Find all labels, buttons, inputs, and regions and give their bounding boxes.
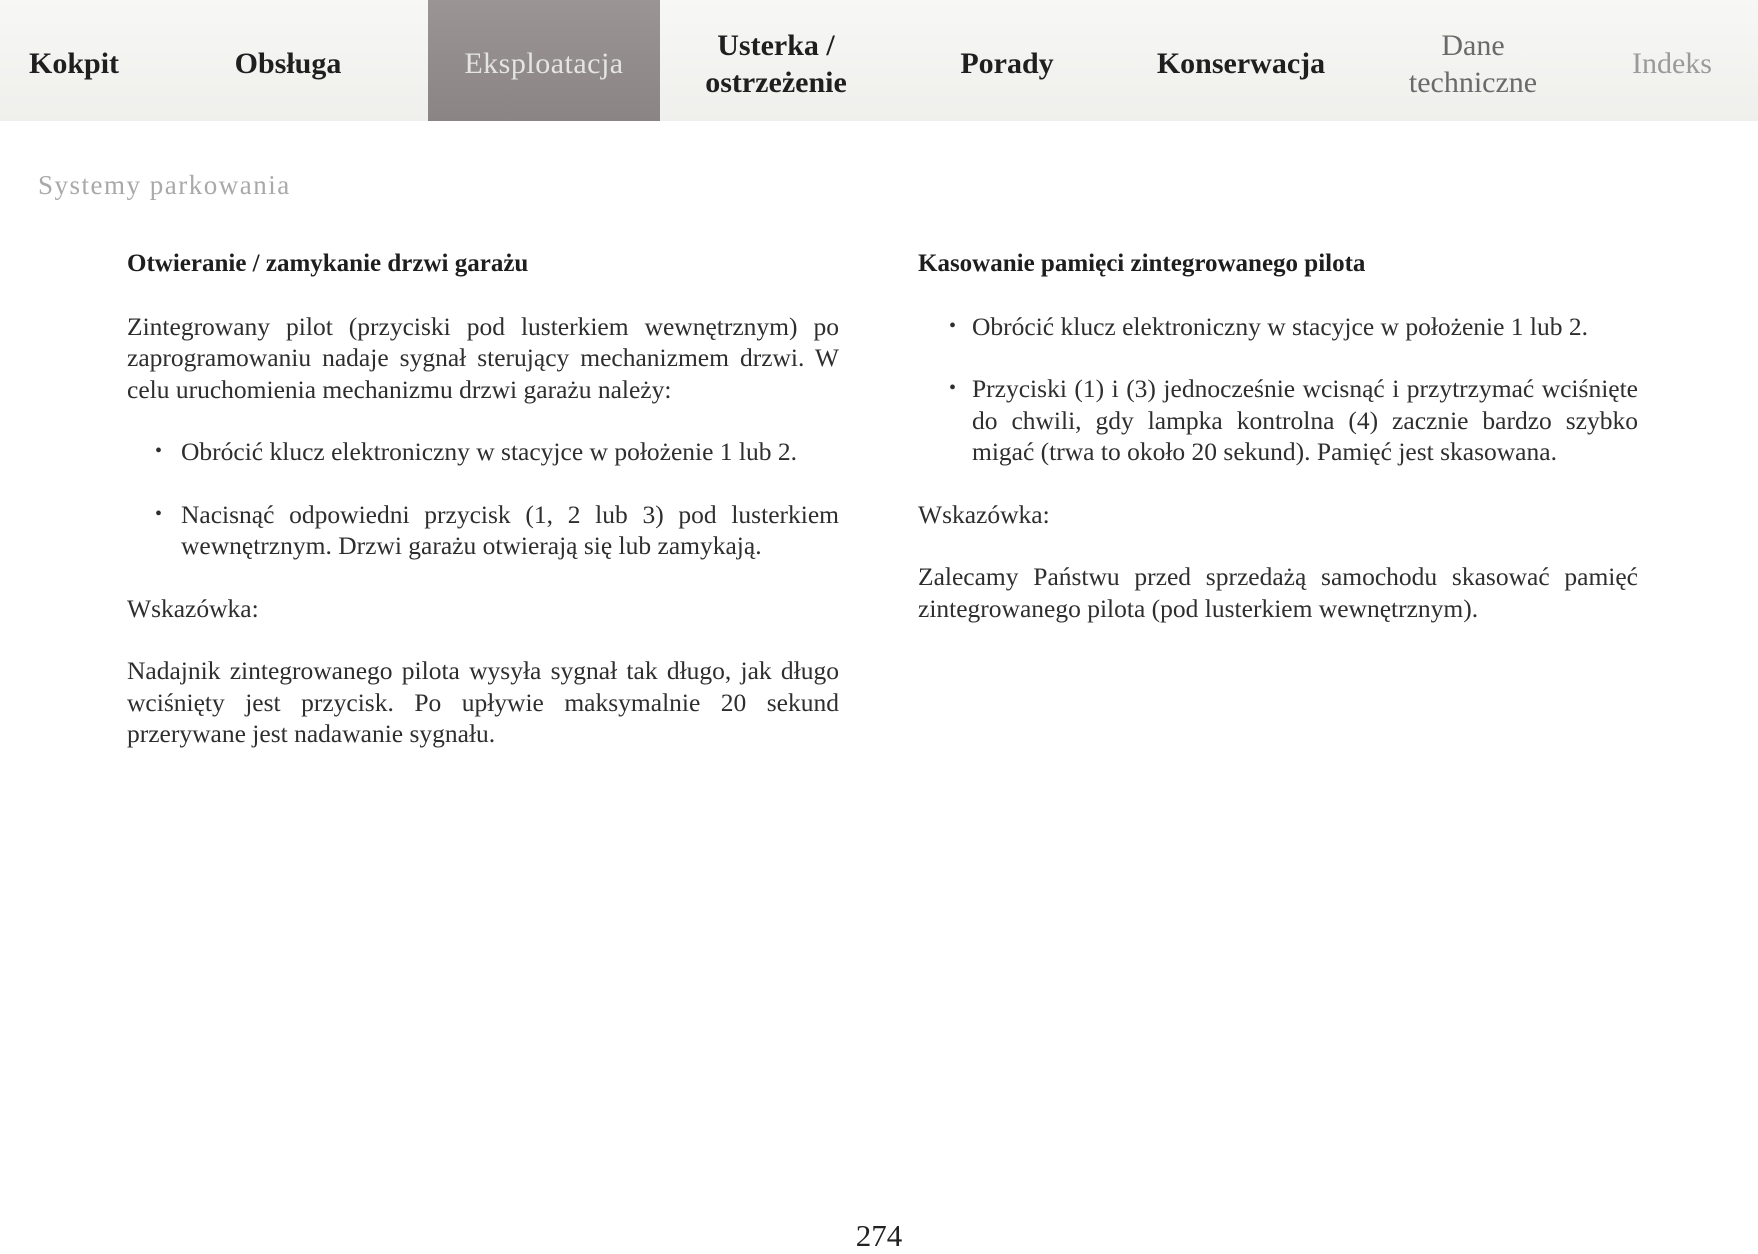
right-heading: Kasowanie pamięci zintegrowanego pilota <box>918 250 1366 277</box>
right-column <box>918 248 1638 655</box>
list-item <box>918 311 1638 343</box>
tab-label: Eksploatacja <box>464 47 624 80</box>
tab-label: Dane <box>1441 28 1505 62</box>
left-column <box>127 248 839 781</box>
tab-label: Porady <box>960 47 1054 80</box>
list-item-text: Obrócić klucz elektroniczny w stacyjce w położenie 1 lub 2. <box>181 437 798 466</box>
tab-label: Indeks <box>1632 47 1712 80</box>
right-hint-label: Wskazówka: <box>918 499 1050 529</box>
tab-konserwacja[interactable] <box>1122 0 1360 121</box>
tab-label: Obsługa <box>234 47 342 80</box>
list-item-text: Nacisnąć odpowiedni przycisk (1, 2 lub 3) pod lusterkiem wewnętrznym. Drzwi garażu otwierają się lub zamykają. <box>181 499 839 560</box>
right-bullet-list <box>918 311 1638 468</box>
left-hint-text: Nadajnik zintegrowanego pilota wysyła sygnał tak długo, jak długo wciśnięty jest przycisk. Po upływie maksymalnie 20 sekund przerywane jest nadawanie sygnału. <box>127 656 839 748</box>
page-number: 274 <box>855 1218 903 1253</box>
list-item <box>918 373 1638 468</box>
tab-label: Konserwacja <box>1156 47 1326 80</box>
tab-label: Kokpit <box>28 47 120 80</box>
bullet-icon: • <box>155 440 163 462</box>
tab-kokpit[interactable] <box>0 0 148 121</box>
tab-label-line2: techniczne <box>1408 65 1538 99</box>
left-hint-label: Wskazówka: <box>127 593 259 623</box>
tab-dane-techniczne[interactable] <box>1360 0 1586 121</box>
list-item <box>127 499 839 562</box>
tab-label-line2: ostrzeżenie <box>705 65 847 99</box>
list-item <box>127 436 839 468</box>
bullet-icon: • <box>155 502 163 525</box>
bullet-icon: • <box>949 377 957 399</box>
tab-obsluga[interactable] <box>148 0 428 121</box>
tab-indeks[interactable] <box>1586 0 1758 121</box>
list-item-text: Przyciski (1) i (3) jednocześnie wcisnąć i przytrzymać wciśnięte do chwili, gdy lampka kontrolna (4) zacznie bardzo szybko migać (trwa to około 20 sekund). Pamięć jest skasowana. <box>972 374 1638 466</box>
right-hint-text: Zalecamy Państwu przed sprzedażą samochodu skasować pamięć zintegrowanego pilota (pod lusterkiem wewnętrznym). <box>918 562 1638 623</box>
tab-eksploatacja[interactable] <box>428 0 660 121</box>
left-heading: Otwieranie / zamykanie drzwi garażu <box>127 250 529 277</box>
list-item-text: Obrócić klucz elektroniczny w stacyjce w położenie 1 lub 2. <box>972 311 1589 341</box>
bullet-icon: • <box>949 314 957 337</box>
tab-usterka-ostrzezenie[interactable] <box>660 0 892 121</box>
chapter-tabs <box>0 0 1758 121</box>
tab-porady[interactable] <box>892 0 1122 121</box>
section-title: Systemy parkowania <box>38 170 291 200</box>
left-bullet-list <box>127 436 839 562</box>
left-intro-paragraph: Zintegrowany pilot (przyciski pod lusterkiem wewnętrznym) po zaprogramowaniu nadaje sygnał sterujący mechanizmem drzwi. W celu uruchomienia mechanizmu drzwi garażu należy: <box>127 311 839 404</box>
tab-label: Usterka / <box>717 28 835 62</box>
